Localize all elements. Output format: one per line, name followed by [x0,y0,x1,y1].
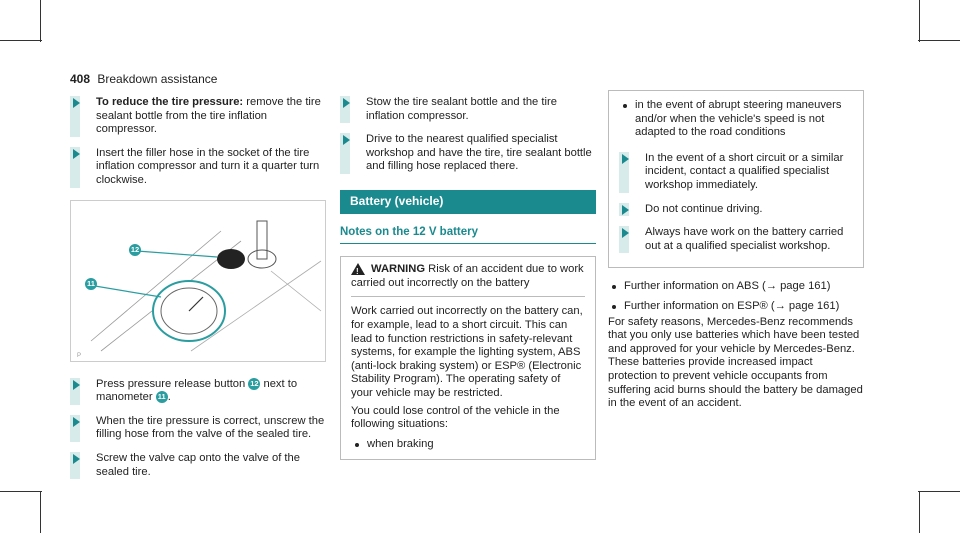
arrow-right-icon [73,380,80,390]
instruction-step [70,415,326,442]
crop-mark [40,491,41,533]
tire-inflation-compressor-illustration [70,200,326,362]
arrow-right-icon [73,149,80,159]
callout-marker: 12 [250,378,259,388]
step-text: next to manometer [96,377,298,404]
callout-marker: 11 [85,278,97,290]
arrow-right-icon [622,228,629,238]
arrow-right-icon [622,154,629,164]
callout-marker: 12 [130,244,140,254]
divider [351,296,585,297]
list-item: in the event of abrupt steering maneuvers and/or when the vehicle's speed is not adapted to the road conditions [619,99,853,140]
body-paragraph: For safety reasons, Mercedes-Benz recommends that you only use batteries which have been tested and approved for your vehicle by Mercedes-Benz. These batteries provide increased impact protection to prevent vehicle occupants from suffering acid burns should the battery be damaged in the event of an accident. [608,315,863,410]
step-text: . [167,391,171,404]
column-1 [70,96,326,489]
list-item: when braking [351,438,585,452]
section-title: Battery (vehicle) [340,190,596,214]
instruction-step [70,378,326,405]
step-text: In the event of a short circuit or a similar incident, contact a qualified specialist workshop immediately. [645,151,844,191]
arrow-right-icon [73,98,80,108]
crop-mark [919,0,920,42]
warning-body: Work carried out incorrectly on the battery can, for example, lead to a short circuit. This can lead to function restrictions in safety-relevant systems, for example the lighting system, ABS (anti-lock braking system) or ESP® (Electronic Stability Program). The operating safety of your vehicle may be restricted. [351,305,583,399]
arrow-right-icon [343,135,350,145]
step-text: Stow the tire sealant bottle and the tire inflation compressor. [366,96,557,122]
instruction-step [70,147,326,188]
step-text: remove the tire sealant bottle from the tire inflation compressor. [96,96,321,136]
warning-body: You could lose control of the vehicle in the following situations: [351,404,560,431]
step-text: Always have work on the battery carried out at a qualified specialist workshop. [645,226,844,252]
callout-marker: 11 [156,391,168,403]
cross-reference[interactable]: Further information on ESP® (→ page 161) [608,300,864,314]
instruction-step [70,452,326,479]
crop-mark [919,491,920,533]
instruction-step [619,226,853,253]
warning-label: WARNING [371,263,426,276]
arrow-right-icon [73,417,80,427]
instruction-step [70,96,326,137]
crop-mark [918,491,960,492]
crop-mark [918,40,960,41]
warning-box [340,256,596,460]
warning-box-continued [608,90,864,268]
step-text: Screw the valve cap onto the valve of the sealed tire. [96,451,300,478]
page-number: 408 [70,72,91,86]
step-text: Press pressure release button [96,377,249,390]
column-3 [608,90,864,411]
step-text: Do not continue driving. [645,202,763,215]
crop-mark [0,491,42,492]
subsection-title: Notes on the 12 V battery [340,226,596,245]
svg-text:P: P [77,352,82,359]
step-text: Drive to the nearest qualified specialist workshop and have the tire, tire sealant bottle and filling hose replaced there. [366,133,592,173]
warning-triangle-icon: ! [351,263,365,275]
arrow-right-icon [343,98,350,108]
arrow-right-icon [622,205,629,215]
step-text: When the tire pressure is correct, unscrew the filling hose from the valve of the sealed tire. [96,414,325,441]
arrow-right-icon [73,454,80,464]
crop-mark [0,40,42,41]
instruction-step [619,203,853,217]
column-2 [340,96,596,460]
warning-label-text: Risk of an accident due to work carried out incorrectly on the battery [351,263,584,289]
page-header [70,72,217,86]
step-heading: To reduce the tire pressure: [96,96,244,108]
crop-mark [40,0,41,42]
cross-reference[interactable]: Further information on ABS (→ page 161) [608,280,864,294]
compressor-drawing [71,201,325,361]
page-title: Breakdown assistance [97,72,218,86]
step-text: Insert the filler hose in the socket of the tire inflation compressor and turn it a quarter turn clockwise. [96,146,320,186]
instruction-step [340,133,596,174]
instruction-step [619,152,853,193]
instruction-step [340,96,596,123]
